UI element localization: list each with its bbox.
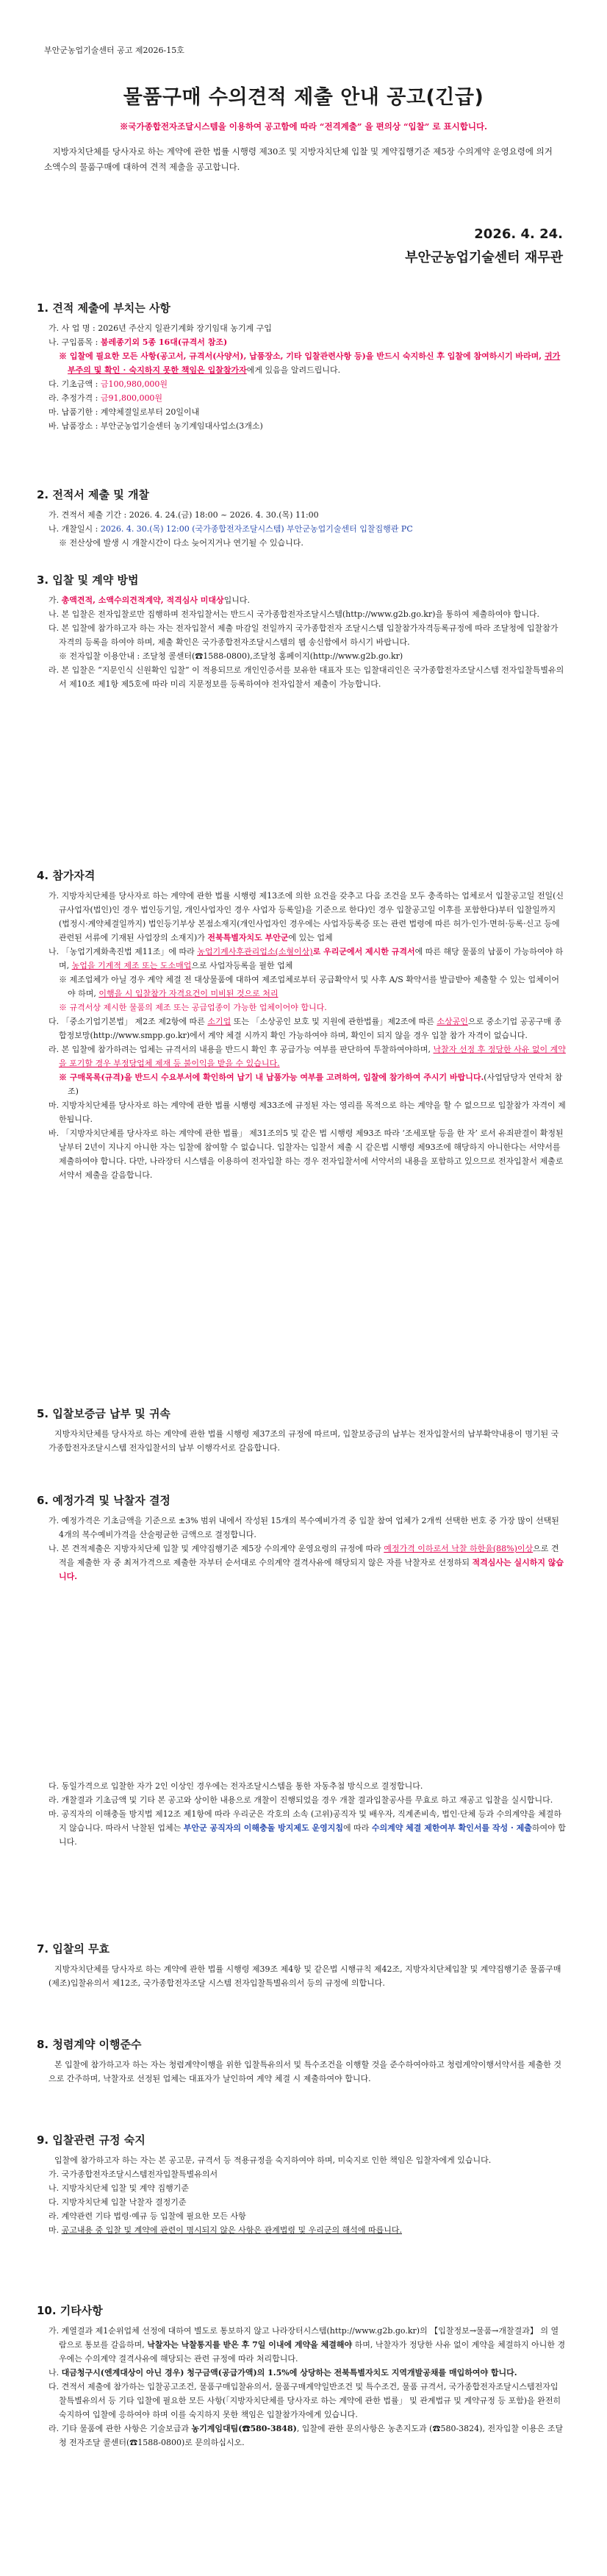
item-note bbox=[37, 1070, 566, 1098]
item-method bbox=[37, 593, 566, 607]
paragraph: 입찰에 참가하고자 하는 자는 본 공고문, 규격서 등 적용규정을 숙지하여야 하며, 미숙지로 인한 책임은 입찰자에게 있습니다. bbox=[54, 2155, 492, 2165]
notice-banner: ※국가종합전자조달시스템을 이용하여 공고함에 따라 “전격계출” 을 편의상 “입찰” 로 표시합니다. bbox=[119, 121, 488, 132]
section-heading: 10. 기타사항 bbox=[37, 2304, 103, 2317]
underlined: 소상공인 bbox=[437, 1017, 468, 1026]
underlined: 농업기계사후관리업소(소형이상) bbox=[197, 947, 313, 956]
item-estimated-price bbox=[37, 391, 566, 405]
item-base-amount bbox=[37, 377, 566, 391]
emphasis: 낙찰자는 낙찰통지를 받은 후 7일 이내에 계약을 체결해야 bbox=[147, 2340, 353, 2350]
doc-number: 부안군농업기술센터 공고 제2026-15호 bbox=[44, 46, 184, 55]
underlined: 소기업 bbox=[207, 1017, 231, 1026]
note-text: ※ 제조업체가 아닐 경우 계약 체결 전 대상물품에 대하여 제조업체로부터 공급확약서 및 사후 A/S 확약서를 발급받아 제출할 수 있는 업체이어야 하며, bbox=[59, 975, 560, 998]
paragraph: 지방자치단체를 당사자로 하는 계약에 관한 법률 시행령 제37조의 규정에 따르며, 입찰보증금의 납부는 전자입찰서의 납부확약내용이 명기된 국가종합전자조달시스템 전자입찰서의 납부 이행각서로 갈음합니다. bbox=[49, 1429, 559, 1453]
tail: 으로 중소기업 공공구매 종합정보망(http://www.smpp.go.kr)에서 계약 체결 시까지 확인 가능하여야 하며, 확인이 되지 않을 경우 입찰 참가 자격이 없습니다. bbox=[59, 1017, 562, 1040]
note-text: ※ 입찰에 필요한 모든 사항(공고서, 규격서(사양서), 납품장소, 기타 입찰관련사항 등)을 반드시 숙지하신 후 입찰에 참여하시기 바라며, bbox=[59, 351, 545, 361]
item-delivery-place: 바. 납품장소 : 부안군농업기술센터 농기계임대사업소(3개소) bbox=[49, 421, 263, 431]
section-5 bbox=[37, 1406, 566, 1455]
tail: , 입찰에 관한 문의사항은 농촌지도과 (☎580-3824), 전자입찰 이용은 조달청 전자조달 콜센터(☎1588-0800)로 문의하십시오. bbox=[59, 2424, 564, 2447]
label: 다. 기초금액 : bbox=[49, 379, 101, 389]
list-item bbox=[37, 2223, 566, 2237]
label: 나. 개찰일시 : bbox=[49, 524, 101, 534]
tail: 입니다. bbox=[223, 595, 251, 605]
opening-value: 2026. 4. 30.(목) 12:00 (국가종합전자조달시스템) 부안군농업기술센터 입찰집행관 PC bbox=[100, 524, 413, 534]
label: 나. 구입품목 : bbox=[49, 337, 101, 347]
item-qualification-c bbox=[37, 1015, 566, 1042]
note-tail: 에게 있음을 알려드립니다. bbox=[246, 365, 341, 375]
item-submit-period: 가. 견적서 제출 기간 : 2026. 4. 24.(금) 18:00 ~ 2026. 4. 30.(목) 11:00 bbox=[49, 510, 319, 520]
note-underlined: 이행을 시 입찰참가 자격요건이 미비된 것으로 처리 bbox=[98, 989, 279, 998]
item-conflict-of-interest bbox=[37, 1807, 566, 1849]
item-qualification-e: 마. 지방자치단체를 당사자로 하는 계약에 관한 법률 시행령 제33조에 규정된 자는 영리를 목적으로 하는 계약을 할 수 없으므로 입찰참가 자격이 제한됩니다. bbox=[49, 1101, 566, 1124]
list-item: 라. 계약관련 기타 법령·예규 등 입찰에 필요한 모든 사항 bbox=[49, 2211, 246, 2221]
underlined: 공고내용 중 입찰 및 계약에 관련이 명시되지 않은 사항은 관계법령 및 우리군의 해석에 따릅니다. bbox=[61, 2225, 402, 2235]
text: 에 따라 bbox=[342, 1823, 372, 1833]
section-heading: 3. 입찰 및 계약 방법 bbox=[37, 573, 139, 587]
item-qualification-d bbox=[37, 1042, 566, 1070]
item-note bbox=[37, 349, 566, 377]
section-9 bbox=[37, 2132, 566, 2237]
item-compliance: 다. 견적서 제출에 참가하는 입찰공고조건, 물품구매입찰유의서, 물품구매계약일반조건 및 특수조건, 물품 규격서, 국가종합전자조달시스템전자입찰특별유의서 등 기타 입찰에 필요한 모든 사항(「지방자치단체를 당사자로 하는 계약에 관한 법률」 및 관계법규 및 계약규정 등 포함)을 완전히 숙지하여 입찰에 응하여야 하며 이를 숙지하지 못한 책임은 입찰참가자에게 있습니다. bbox=[49, 2382, 561, 2419]
item-opening-date bbox=[37, 522, 566, 536]
section-heading: 1. 견적 제출에 부치는 사항 bbox=[37, 301, 170, 315]
section-heading: 6. 예정가격 및 낙찰자 결정 bbox=[37, 1494, 170, 1507]
text: 에 따른 해당 물품의 납품이 가능하여야 하며, bbox=[59, 947, 564, 970]
note-tail: (사업담당자 연락처 참조) bbox=[68, 1073, 563, 1096]
item-delivery-deadline: 마. 납품기한 : 계약체결일로부터 20일이내 bbox=[49, 407, 200, 417]
paragraph: 본 입찰에 참가하고자 하는 자는 청렴계약이행을 위한 입찰특유의서 및 특수조건을 이행할 것을 준수하여야하고 청렴계약이행서약서를 제출한 것으로 간주하며, 낙찰자로 선정된 업체는 대표자가 날인하여 계약 체결 시 제출하여야 합니다. bbox=[49, 2060, 562, 2083]
note-text: ※ 구매목록(규격)을 반드시 수요부서에 확인하여 납기 내 납품가능 여부를 고려하여, 입찰에 참가하여 주시기 바랍니다. bbox=[59, 1073, 484, 1082]
text: 가. 계열결과 제1순위업체 선정에 대하여 별도로 통보하지 않고 나라장터시스템(http://www.g2b.go.kr)의 【입찰정보→물품→개찰결과】 의 열람으로 통보를 갈음하며, bbox=[49, 2326, 559, 2350]
section-8 bbox=[37, 2036, 566, 2086]
tail: 으로 사업자등록을 필한 업체 bbox=[191, 961, 293, 970]
emphasis: 적격심사는 실시하지 않습니다. bbox=[59, 1558, 564, 1581]
item-fingerprint: 라. 본 입찰은 “지문인식 신원확인 입찰” 이 적용되므로 개인인증서를 보유한 대표자 또는 입찰대리인은 국가종합전자조달시스템 전자입찰특별유의서 제10조 제1항 제5호에 따라 미리 지문정보를 등록하여야 전자입찰서 제출이 가능합니다. bbox=[49, 665, 564, 689]
list-item: 다. 지방자치단체 입찰 낙찰자 결정기준 bbox=[49, 2197, 187, 2207]
region: 전북특별자치도 부안군 bbox=[207, 933, 289, 942]
item-tie-rule: 다. 동일가격으로 입찰한 자가 2인 이상인 경우에는 전자조달시스템을 통한 자동추첨 방식으로 결정합니다. bbox=[49, 1781, 423, 1791]
section-3 bbox=[37, 572, 566, 691]
label: 마. bbox=[49, 2225, 62, 2235]
item-qualification-f: 바. 「지방자치단체를 당사자로 하는 계약에 관한 법률」 제31조의5 및 같은 법 시행령 제93조 따라 ‘조세포탈 등을 한 자’ 로서 유죄판결이 확정된 날부터 2년이 지나지 아니한 자는 입찰에 참여할 수 없습니다. 입찰자는 입찰서 제출 시 같은법 시행령 제93조에 해당하지 아니한다는 서약서를 제출하여야 합니다. 다만, 나라장터 시스템을 이용하여 전자입찰 하는 경우 전자입찰서에 서약서의 내용을 포함하고 있으므로 전자입찰서 제출로 서약서 제출을 갈음합니다. bbox=[49, 1128, 564, 1180]
text: 라. 본 입찰에 참가하려는 업체는 규격서의 내용을 반드시 확인 후 공급가능 여부를 판단하여 투찰하여야하며, bbox=[49, 1045, 434, 1054]
item-bond-purchase bbox=[37, 2366, 566, 2380]
paragraph: 지방자치단체를 당사자로 하는 계약에 관한 법률 시행령 제39조 제4항 및 같은법 시행규칙 제42조, 지방자치단체입찰 및 계약집행기준 물품구매(제조)입찰유의서 제12조, 국가종합전자조달 시스템 전자입찰특별유의서 등의 규정에 의합니다. bbox=[49, 1964, 561, 1988]
item-electronic-bid: 나. 본 입찰은 전자입찰로만 집행하며 전자입찰서는 반드시 국가종합전자조달시스템(http://www.g2b.go.kr)을 통하여 제출하여야 합니다. bbox=[49, 609, 539, 619]
notice-date: 2026. 4. 24. bbox=[474, 226, 563, 242]
section-10 bbox=[37, 2303, 566, 2450]
section-heading: 7. 입찰의 무효 bbox=[37, 1942, 110, 1956]
underlined: 농업을 기계적 제조 또는 도소매업 bbox=[71, 961, 192, 970]
text: 마. 공직자의 이해충돌 방지법 제12조 제1항에 따라 우리군은 각호의 소속 (고위)공직자 및 배우자, 직계존비속, 법인·단체 등과 수의계약을 체결하지 않습니다. 따라서 낙찰된 업체는 bbox=[49, 1809, 562, 1833]
warning: 낙찰자 선정 후 정당한 사유 없이 계약을 포기할 경우 부정당업체 제재 등 불이익을 받을 수 있습니다. bbox=[59, 1045, 566, 1068]
text: 나. 본 견적제출은 지방자치단체 입찰 및 계약집행기준 제5장 수의계약 운영요령의 규정에 따라 bbox=[49, 1544, 384, 1553]
text: 다. 「중소기업기본법」 제2조 제2항에 따른 bbox=[49, 1017, 208, 1026]
item-qualification-a bbox=[37, 889, 566, 945]
label: 나. bbox=[49, 2368, 62, 2378]
section-7 bbox=[37, 1941, 566, 1990]
section-heading: 4. 참가자격 bbox=[37, 869, 96, 882]
section-heading: 5. 입찰보증금 납부 및 귀속 bbox=[37, 1407, 170, 1420]
item-result-notice bbox=[37, 2324, 566, 2366]
item-note bbox=[37, 973, 566, 1001]
text: 나. 「농업기계화촉진법 제11조」에 따라 bbox=[49, 947, 198, 956]
issuing-org: 부안군농업기술센터 재무관 bbox=[405, 250, 563, 265]
item-note: ※ 전산상에 발생 시 개찰시간이 다소 늦어지거나 연기될 수 있습니다. bbox=[59, 538, 304, 548]
section-heading: 2. 전적서 제출 및 개찰 bbox=[37, 488, 149, 501]
item-estimated-price: 가. 예정가격은 기초금액을 기준으로 ±3% 범위 내에서 작성된 15개의 복수예비가격 중 입찰 참여 업체가 2개씩 선택한 번호 중 가장 많이 선택된 4개의 복수예비가격을 산술평균한 금액으로 결정합니다. bbox=[49, 1516, 559, 1539]
section-6-continued bbox=[37, 1779, 566, 1849]
item-registration: 다. 본 입찰에 참가하고자 하는 자는 전자입찰서 제출 마감일 전일까지 국가종합전자 조달시스템 입찰참가자격등록규정에 따라 조달청에 입찰참가자격의 등록을 하여야 하며, 제출 확인은 국가종합전자조달시스템의 웹 송신함에서 하시기 바랍니다. bbox=[49, 623, 558, 647]
page-title: 물품구매 수의견적 제출 안내 공고(긴급) bbox=[123, 86, 484, 109]
item-note: ※ 전자입찰 이용안내 : 조달청 콜센터(☎1588-0800),조달청 홈페이지(http://www.g2b.go.kr) bbox=[59, 651, 403, 661]
requirement: 수의계약 체결 제한여부 확인서를 작성 · 제출 bbox=[371, 1823, 532, 1833]
tail: 에 있는 업체 bbox=[288, 933, 333, 942]
intro-paragraph: 지방자치단체를 당사자로 하는 계약에 관한 법률 시행령 제30조 및 지방자치단체 입찰 및 계약집행기준 제5장 수의계약 운영요령에 의거 소액수의 물품구매에 대하여 견적 제출을 공고합니다. bbox=[44, 146, 553, 172]
item-winner-selection bbox=[37, 1542, 566, 1584]
item-project-name: 가. 사 업 명 : 2026년 주산지 일관기계화 장기임대 농기계 구입 bbox=[49, 323, 272, 333]
section-1 bbox=[37, 300, 566, 433]
item-invalid-opening: 라. 개찰결과 기초금액 및 기타 본 공고와 상이한 내용으로 개찰이 진행되었을 경우 개찰 결과입찰공사를 무효로 하고 재공고 입찰을 실시합니다. bbox=[49, 1795, 553, 1805]
base-amount-value: 금100,980,000원 bbox=[100, 379, 168, 389]
emphasis: 로 우리군에서 제시한 규격서 bbox=[312, 947, 415, 956]
estimated-price-value: 금91,800,000원 bbox=[100, 393, 163, 403]
section-6 bbox=[37, 1492, 566, 1584]
threshold: 예정가격 이하로서 낙찰 하한율(88%)이상 bbox=[384, 1544, 534, 1553]
section-4 bbox=[37, 867, 566, 1182]
label: 가. bbox=[49, 595, 62, 605]
emphasis: 대금청구시(엔계대상이 아닌 경우) 청구금액(공급가액)의 1.5%에 상당하는 전북특별자치도 지역개발공채를 매입하여야 합니다. bbox=[61, 2368, 517, 2378]
section-2 bbox=[37, 487, 566, 550]
note-underlined: 귀가 부주의 및 확인 ⋅ 숙지하지 못한 책임은 입찰참가자 bbox=[68, 351, 561, 375]
list-item: 나. 지방자치단체 입찰 및 계약 집행기준 bbox=[49, 2183, 189, 2193]
tail: 하며, 낙찰자가 정당한 사유 없이 계약을 체결하지 아니한 경우에는 수의계약 결격사유에 해당되는 관련 규정에 따라 처리합니다. bbox=[59, 2340, 566, 2364]
guideline: 부안군 공직자의 이해충돌 방지제도 운영지침 bbox=[183, 1823, 343, 1833]
text: 라. 기타 물품에 관한 사항은 기술보급과 bbox=[49, 2424, 192, 2433]
label: 라. 추정가격 : bbox=[49, 393, 101, 403]
item-qualification-b bbox=[37, 945, 566, 973]
text: 으로 견적을 제출한 자 중 최저가격으로 제출한 자부터 순서대로 수의계약 결격사유에 해당되지 않은 자를 낙찰자로 선정하되 bbox=[59, 1544, 559, 1567]
item-contact bbox=[37, 2422, 566, 2450]
goods-value: 붐레종기외 5종 16대(규격서 참조) bbox=[100, 337, 228, 347]
list-item: 가. 국가종합전자조달시스템전자입찰특별유의서 bbox=[49, 2169, 218, 2179]
text: 가. 지방자치단체를 당사자로 하는 계약에 관한 법률 시행령 제13조에 의한 요건을 갖추고 다음 조건을 모두 충족하는 업체로서 입찰공고일 전일(신규사업자(법인)인 경우 법인등기일, 개인사업자인 경우 사업자 등록일)을 기준으로 한다)인 경우 입찰공고일 이후를 포함한다)부터 입찰일까지(법정시·계약체결일까지) 법인등기부상 본점소재지(개인사업자인 경우에는 사업자등록증 또는 관련 법령에 따른 허가·인가·면허·등록·신고 등에 관련된 서류에 기재된 사업장의 소재지)가 bbox=[49, 891, 564, 942]
item-purchase-goods bbox=[37, 335, 566, 349]
item-note: ※ 규격서상 제시한 물품의 제조 또는 공급업종이 가능한 업체이어야 합니다. bbox=[59, 1003, 327, 1012]
tail: 하여야 합니다. bbox=[59, 1823, 566, 1847]
text: 또는 「소상공인 보호 및 지원에 관한법률」제2조에 따른 bbox=[231, 1017, 437, 1026]
method-value: 총액견적, 소액수의견적계약, 적격심사 미대상 bbox=[61, 595, 224, 605]
contact-team: 농기계임대팀(☎580-3848) bbox=[191, 2424, 297, 2433]
section-heading: 9. 입찰관련 규정 숙지 bbox=[37, 2133, 146, 2147]
section-heading: 8. 청렴계약 이행준수 bbox=[37, 2038, 142, 2051]
